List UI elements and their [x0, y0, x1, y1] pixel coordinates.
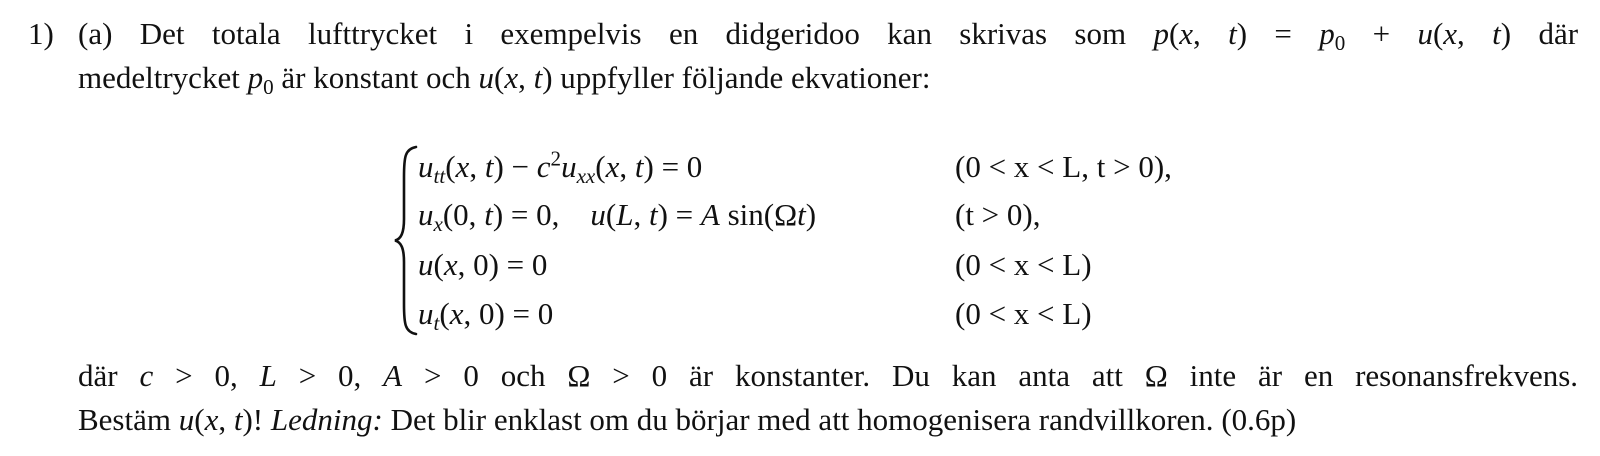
mean-pressure-symbol: $p_0$ — [247, 60, 274, 99]
condition-initial-velocity: (0 < x < L) — [955, 296, 1092, 331]
wave-equation: $u_{tt}(x$, $t) - c^2u_{xx}(x$, t) = 0 — [418, 146, 703, 188]
omega-positive: Ω > 0 — [567, 358, 668, 393]
outro-text-a: där — [78, 358, 118, 393]
boundary-conditions: $u_x(0$, t) = 0, u(L, t) = A sin(Ωt) — [418, 197, 817, 236]
intro-line-1 — [78, 12, 1578, 56]
outro-text-b: och — [500, 358, 546, 393]
intro-text-a: (a) Det totala lufttrycket i exempelvis en didgeridoo kan skrivas som — [78, 16, 1127, 51]
outro-text-c: är konstanter. Du kan anta att — [689, 358, 1123, 393]
omega-symbol: Ω — [1144, 358, 1168, 393]
u-symbol: u(x, t) — [478, 60, 553, 95]
left-brace — [392, 143, 420, 338]
condition-wave: (0 < x < L, t > 0), — [955, 149, 1172, 184]
points-label: (0.6p) — [1221, 402, 1297, 437]
u-target: u(x, t)! — [178, 402, 264, 437]
question-number: 1) — [28, 16, 54, 51]
equation-system — [392, 143, 1292, 338]
condition-boundary: (t > 0), — [955, 197, 1041, 232]
intro-text-c: medeltrycket — [78, 60, 240, 95]
initial-displacement: u(x, 0) = 0 — [418, 247, 548, 282]
hint-text: Det blir enklast om du börjar med att homogenisera randvillkoren. — [390, 402, 1214, 437]
problem-intro — [78, 12, 1578, 100]
outro-line-1 — [78, 354, 1578, 398]
intro-text-d: är konstant och — [281, 60, 471, 95]
initial-velocity: $u_t(x$, 0) = 0 — [418, 296, 554, 335]
outro-text-d: inte är en resonansfrekvens. — [1189, 358, 1579, 393]
intro-text-b: där — [1538, 16, 1579, 51]
pressure-formula: p(x, $t) = p_0 + u(x$, t) — [1153, 16, 1512, 55]
intro-text-e: uppfyller följande ekvationer: — [560, 60, 931, 95]
condition-initial-displacement: (0 < x < L) — [955, 247, 1092, 282]
intro-line-2 — [78, 56, 1578, 100]
outro-text-e: Bestäm — [78, 402, 171, 437]
outro-line-2 — [78, 398, 1578, 442]
constants-list: c > 0, L > 0, A > 0 — [139, 358, 479, 393]
problem-outro — [78, 354, 1578, 442]
hint-label: Ledning: — [270, 402, 383, 437]
